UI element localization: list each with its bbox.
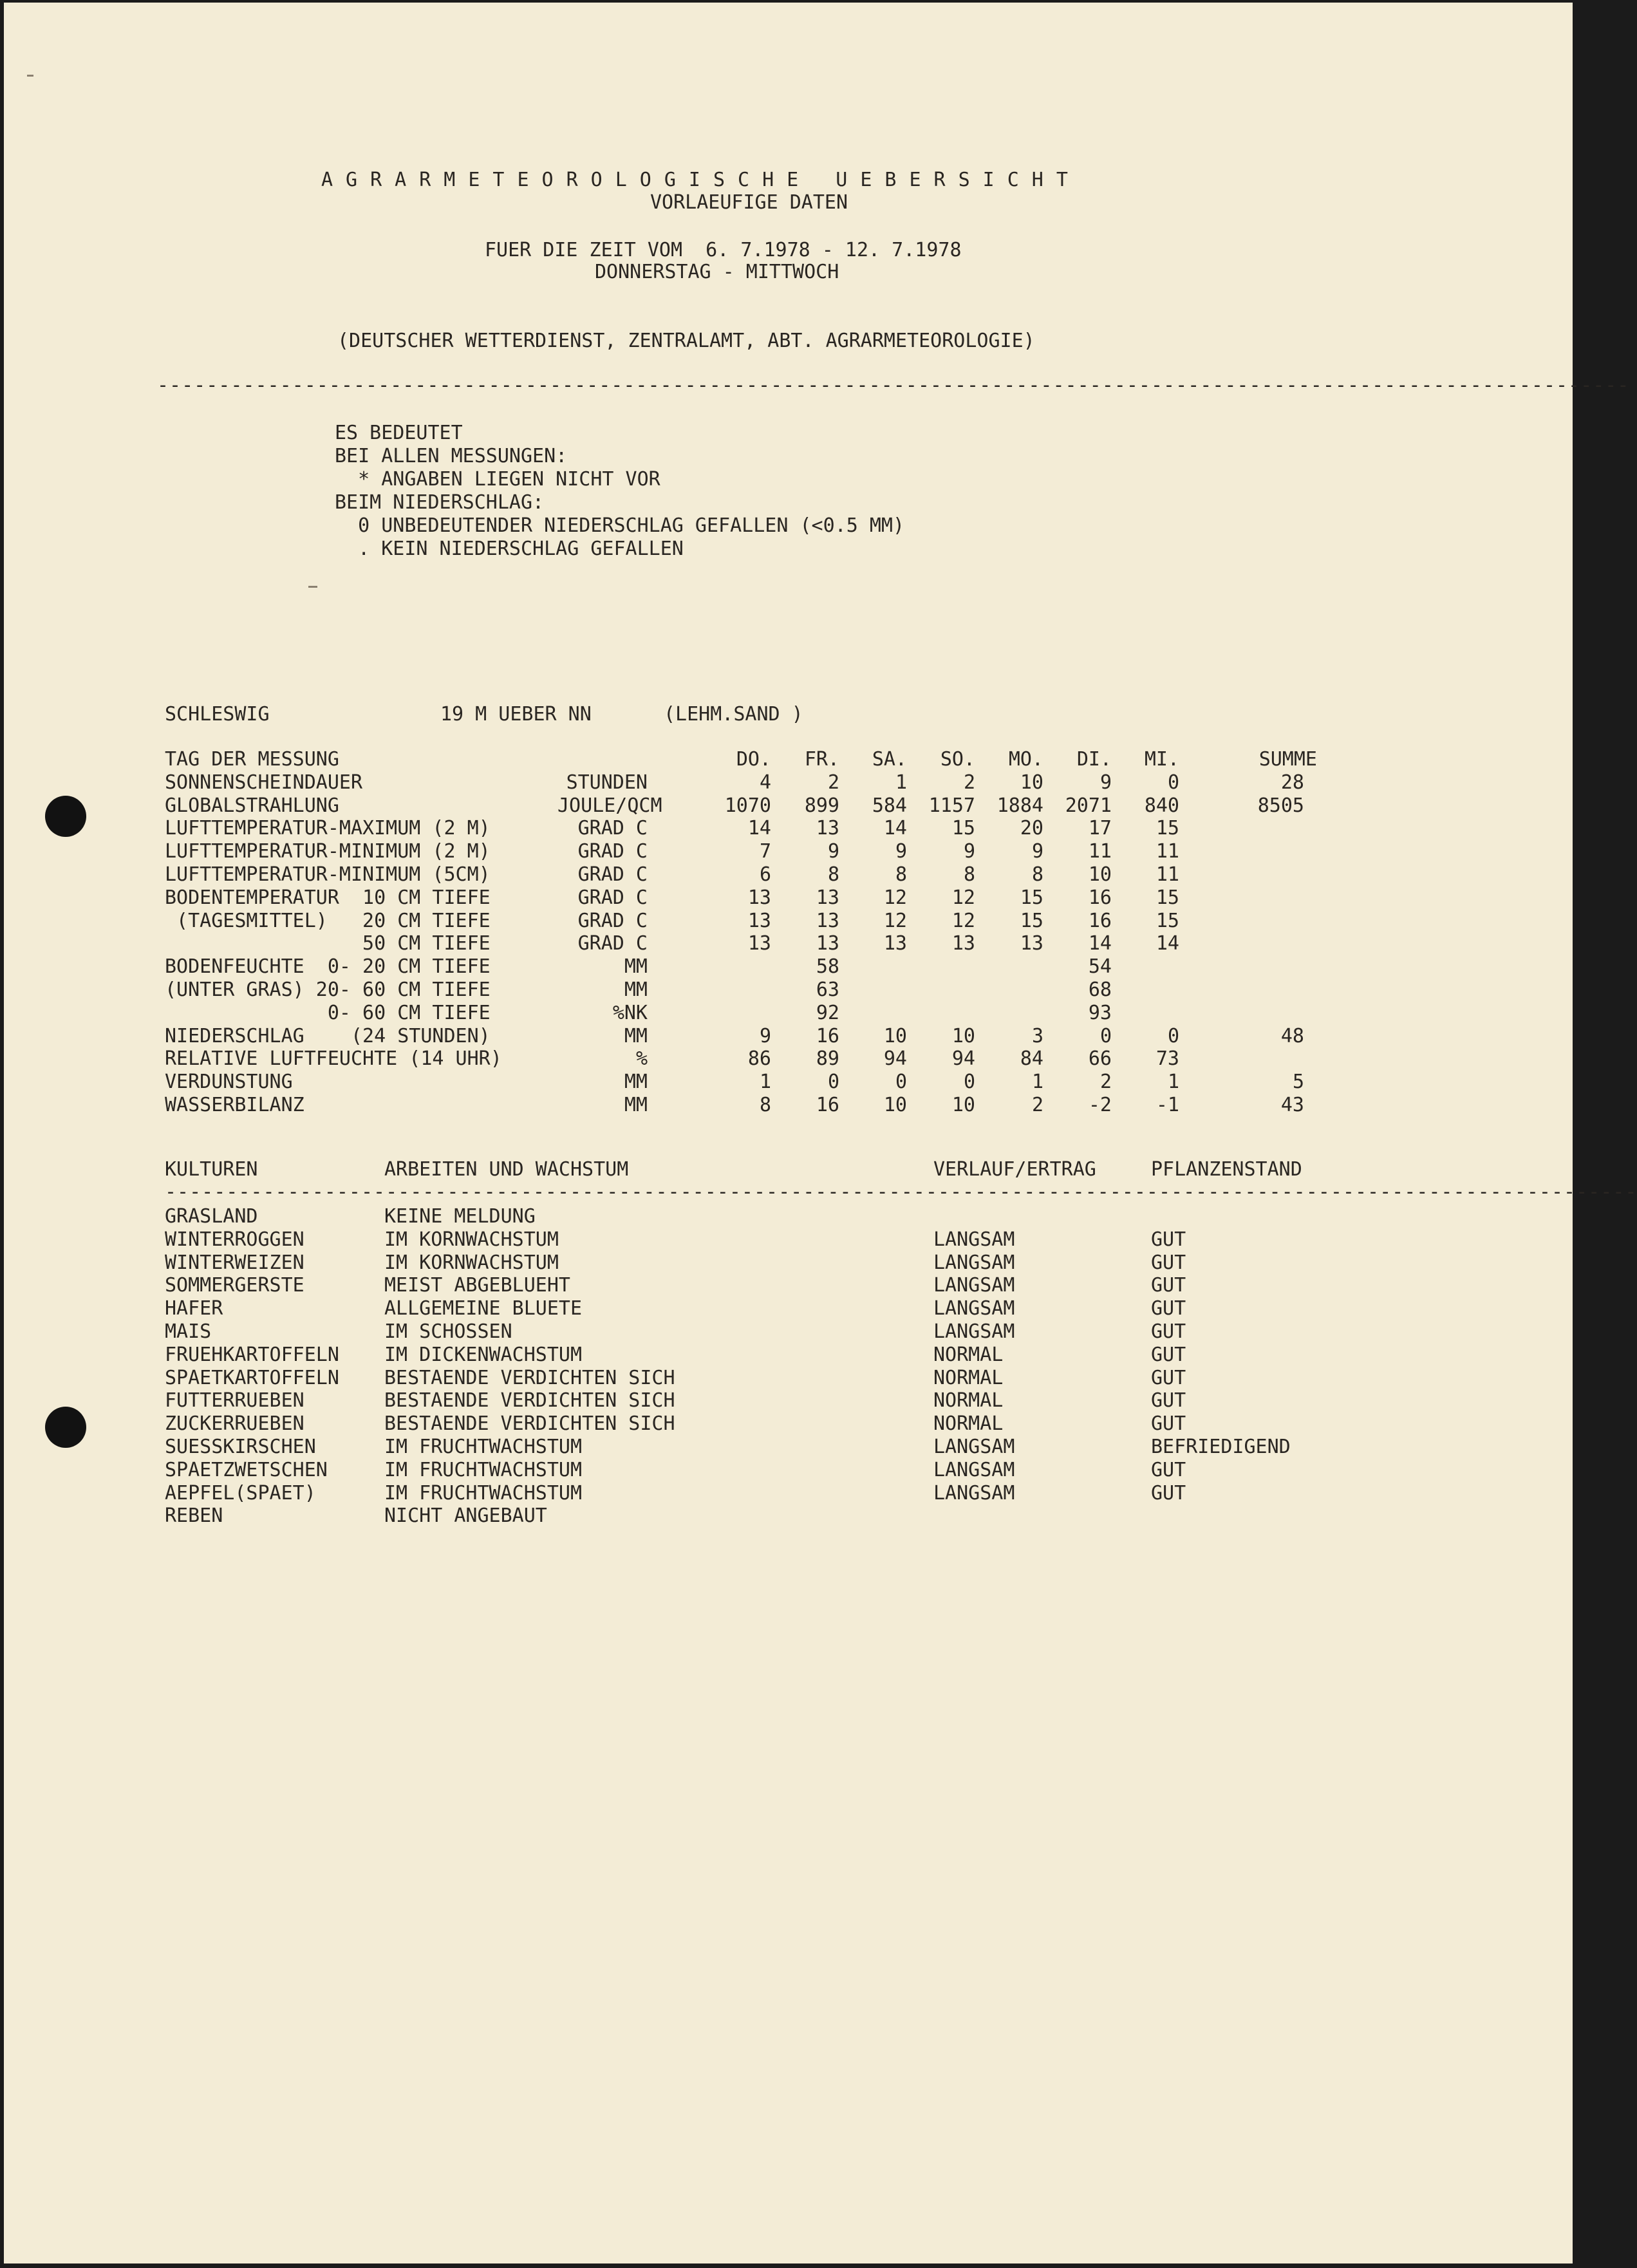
separator-crops: ------------------------------------------------------------------------------------------------------------------------ xyxy=(165,1181,1637,1203)
crop-name: WINTERROGGEN xyxy=(165,1228,304,1251)
crop-work: MEIST ABGEBLUEHT xyxy=(384,1274,570,1297)
crop-state: GUT xyxy=(1151,1389,1186,1412)
crop-state: GUT xyxy=(1151,1481,1186,1504)
value-cell: 13 xyxy=(816,909,839,932)
crop-name: GRASLAND xyxy=(165,1205,258,1228)
crop-work: IM SCHOSSEN xyxy=(384,1320,512,1343)
value-cell: 54 xyxy=(1088,955,1112,979)
crop-work: IM FRUCHTWACHSTUM xyxy=(384,1436,583,1458)
value-cell: 1070 xyxy=(724,794,771,817)
value-cell: 9 xyxy=(963,840,975,863)
crop-state: GUT xyxy=(1151,1320,1186,1343)
crop-name: SOMMERGERSTE xyxy=(165,1274,304,1297)
value-cell: 14 xyxy=(747,817,771,840)
value-cell: 10 xyxy=(1020,771,1043,794)
row-unit: GRAD C xyxy=(577,932,648,955)
station-elevation: 19 M UEBER NN xyxy=(440,703,592,726)
day-header: DO. xyxy=(736,748,771,771)
row-label: (UNTER GRAS) 20- 60 CM TIEFE xyxy=(165,979,491,1001)
value-cell: 89 xyxy=(816,1047,839,1071)
row-unit: GRAD C xyxy=(577,840,648,863)
value-cell: 8 xyxy=(1031,863,1043,886)
row-label: LUFTTEMPERATUR-MINIMUM (2 M) xyxy=(165,840,491,863)
crop-name: SPAETZWETSCHEN xyxy=(165,1458,328,1481)
row-unit: % xyxy=(635,1047,648,1071)
crop-course: NORMAL xyxy=(933,1389,1004,1412)
sum-header: SUMME xyxy=(1258,748,1317,771)
sum-cell: 28 xyxy=(1280,771,1304,794)
value-cell: 13 xyxy=(883,932,907,955)
value-cell: 14 xyxy=(1088,932,1112,955)
value-cell: 92 xyxy=(816,1001,839,1024)
value-cell: 13 xyxy=(747,886,771,909)
crop-course: LANGSAM xyxy=(933,1274,1015,1297)
table-header-label: TAG DER MESSUNG xyxy=(165,748,339,771)
row-unit: %NK xyxy=(612,1001,648,1024)
value-cell: 13 xyxy=(1020,932,1043,955)
crop-name: MAIS xyxy=(165,1320,212,1343)
value-cell: 1 xyxy=(895,771,907,794)
header-course: VERLAUF/ERTRAG xyxy=(933,1158,1096,1181)
station-name: SCHLESWIG xyxy=(165,703,270,726)
row-label: LUFTTEMPERATUR-MINIMUM (5CM) xyxy=(165,863,491,886)
crop-work: IM FRUCHTWACHSTUM xyxy=(384,1458,583,1481)
crop-state: GUT xyxy=(1151,1458,1186,1481)
crop-course: LANGSAM xyxy=(933,1481,1015,1504)
value-cell: 12 xyxy=(951,886,975,909)
value-cell: 2 xyxy=(963,771,975,794)
value-cell: 15 xyxy=(1020,886,1043,909)
value-cell: 16 xyxy=(1088,909,1112,932)
row-label: GLOBALSTRAHLUNG xyxy=(165,794,339,817)
value-cell: 584 xyxy=(872,794,907,817)
row-unit: STUNDEN xyxy=(566,771,648,794)
crop-work: ALLGEMEINE BLUETE xyxy=(384,1297,583,1320)
value-cell: 14 xyxy=(883,817,907,840)
row-unit: GRAD C xyxy=(577,886,648,909)
value-cell: 0 xyxy=(1167,771,1179,794)
row-unit: JOULE/QCM xyxy=(557,794,662,817)
value-cell: 4 xyxy=(759,771,771,794)
row-label: BODENTEMPERATUR 10 CM TIEFE xyxy=(165,886,491,909)
header-work: ARBEITEN UND WACHSTUM xyxy=(384,1158,629,1181)
report-title: AGRARMETEOROLOGISCHE UEBERSICHT xyxy=(321,169,1081,191)
row-unit: MM xyxy=(624,1024,648,1047)
value-cell: 840 xyxy=(1144,794,1179,817)
row-unit: MM xyxy=(624,955,648,979)
crop-state: GUT xyxy=(1151,1228,1186,1251)
value-cell: 2 xyxy=(1099,1071,1112,1094)
value-cell: 0 xyxy=(827,1071,839,1094)
document-page xyxy=(4,3,1637,2263)
row-label: BODENFEUCHTE 0- 20 CM TIEFE xyxy=(165,955,491,979)
value-cell: 1157 xyxy=(928,794,975,817)
value-cell: 16 xyxy=(1088,886,1112,909)
crop-work: BESTAENDE VERDICHTEN SICH xyxy=(384,1389,675,1412)
row-label: 0- 60 CM TIEFE xyxy=(165,1001,491,1024)
value-cell: 9 xyxy=(827,840,839,863)
sum-cell: 48 xyxy=(1280,1024,1304,1047)
day-header: SA. xyxy=(872,748,907,771)
separator-top: ------------------------------------------------------------------------------------------------------------------------ xyxy=(157,374,1630,397)
value-cell: 6 xyxy=(759,863,771,886)
crop-state: GUT xyxy=(1151,1343,1186,1366)
row-unit: MM xyxy=(624,1071,648,1094)
value-cell: 94 xyxy=(883,1047,907,1071)
value-cell: 9 xyxy=(895,840,907,863)
report-subtitle: VORLAEUFIGE DATEN xyxy=(650,191,848,214)
report-days: DONNERSTAG - MITTWOCH xyxy=(595,261,839,283)
row-unit: MM xyxy=(624,979,648,1001)
punch-hole-top xyxy=(45,796,86,837)
crop-course: NORMAL xyxy=(933,1412,1004,1436)
value-cell: 8 xyxy=(963,863,975,886)
crop-course: LANGSAM xyxy=(933,1251,1015,1274)
crop-course: LANGSAM xyxy=(933,1228,1015,1251)
value-cell: 17 xyxy=(1088,817,1112,840)
value-cell: 63 xyxy=(816,979,839,1001)
row-label: VERDUNSTUNG xyxy=(165,1071,293,1094)
row-unit: GRAD C xyxy=(577,817,648,840)
crop-course: LANGSAM xyxy=(933,1320,1015,1343)
value-cell: 15 xyxy=(951,817,975,840)
crop-work: BESTAENDE VERDICHTEN SICH xyxy=(384,1366,675,1389)
value-cell: 15 xyxy=(1155,817,1179,840)
value-cell: 3 xyxy=(1031,1024,1043,1047)
report-source: (DEUTSCHER WETTERDIENST, ZENTRALAMT, ABT. AGRARMETEOROLOGIE) xyxy=(337,330,1035,352)
legend-line: 0 UNBEDEUTENDER NIEDERSCHLAG GEFALLEN (<0.5 MM) xyxy=(335,514,905,537)
value-cell: 13 xyxy=(747,909,771,932)
station-soil: (LEHM.SAND ) xyxy=(664,703,803,726)
row-label: RELATIVE LUFTFEUCHTE (14 UHR) xyxy=(165,1047,502,1071)
value-cell: 73 xyxy=(1155,1047,1179,1071)
value-cell: 15 xyxy=(1155,909,1179,932)
value-cell: 8 xyxy=(827,863,839,886)
value-cell: 20 xyxy=(1020,817,1043,840)
crop-state: BEFRIEDIGEND xyxy=(1151,1436,1291,1458)
value-cell: 0 xyxy=(1167,1024,1179,1047)
value-cell: 84 xyxy=(1020,1047,1043,1071)
crop-state: GUT xyxy=(1151,1297,1186,1320)
header-crops: KULTUREN xyxy=(165,1158,258,1181)
value-cell: -2 xyxy=(1088,1094,1112,1116)
day-header: MO. xyxy=(1008,748,1043,771)
value-cell: 9 xyxy=(1099,771,1112,794)
day-header: FR. xyxy=(804,748,839,771)
day-header: MI. xyxy=(1144,748,1179,771)
value-cell: 94 xyxy=(951,1047,975,1071)
crop-name: ZUCKERRUEBEN xyxy=(165,1412,304,1436)
crop-state: GUT xyxy=(1151,1366,1186,1389)
value-cell: 899 xyxy=(804,794,839,817)
crop-name: SPAETKARTOFFELN xyxy=(165,1366,339,1389)
value-cell: 16 xyxy=(816,1094,839,1116)
crop-name: FUTTERRUEBEN xyxy=(165,1389,304,1412)
value-cell: 10 xyxy=(883,1024,907,1047)
crop-work: IM FRUCHTWACHSTUM xyxy=(384,1481,583,1504)
row-label: WASSERBILANZ xyxy=(165,1094,304,1116)
value-cell: 1 xyxy=(1167,1071,1179,1094)
row-label: SONNENSCHEINDAUER xyxy=(165,771,363,794)
row-label: LUFTTEMPERATUR-MAXIMUM (2 M) xyxy=(165,817,491,840)
value-cell: -1 xyxy=(1155,1094,1179,1116)
scan-mark xyxy=(27,75,33,77)
value-cell: 11 xyxy=(1088,840,1112,863)
value-cell: 93 xyxy=(1088,1001,1112,1024)
value-cell: 10 xyxy=(951,1094,975,1116)
legend-line: ES BEDEUTET xyxy=(335,422,463,444)
value-cell: 86 xyxy=(747,1047,771,1071)
crop-work: NICHT ANGEBAUT xyxy=(384,1504,547,1528)
scan-mark xyxy=(308,586,317,588)
crop-state: GUT xyxy=(1151,1412,1186,1436)
crop-course: LANGSAM xyxy=(933,1436,1015,1458)
value-cell: 15 xyxy=(1020,909,1043,932)
value-cell: 7 xyxy=(759,840,771,863)
crop-name: AEPFEL(SPAET) xyxy=(165,1481,316,1504)
value-cell: 12 xyxy=(951,909,975,932)
value-cell: 68 xyxy=(1088,979,1112,1001)
value-cell: 14 xyxy=(1155,932,1179,955)
sum-cell: 43 xyxy=(1280,1094,1304,1116)
value-cell: 12 xyxy=(883,886,907,909)
value-cell: 0 xyxy=(963,1071,975,1094)
report-period: FUER DIE ZEIT VOM 6. 7.1978 - 12. 7.1978 xyxy=(485,239,962,261)
value-cell: 15 xyxy=(1155,886,1179,909)
crop-work: IM KORNWACHSTUM xyxy=(384,1251,559,1274)
value-cell: 10 xyxy=(883,1094,907,1116)
crop-name: FRUEHKARTOFFELN xyxy=(165,1343,339,1366)
value-cell: 9 xyxy=(1031,840,1043,863)
legend-line: BEIM NIEDERSCHLAG: xyxy=(335,491,545,514)
value-cell: 11 xyxy=(1155,840,1179,863)
header-state: PFLANZENSTAND xyxy=(1151,1158,1302,1181)
crop-name: HAFER xyxy=(165,1297,223,1320)
day-header: SO. xyxy=(940,748,975,771)
value-cell: 8 xyxy=(759,1094,771,1116)
row-unit: GRAD C xyxy=(577,909,648,932)
value-cell: 13 xyxy=(816,886,839,909)
day-header: DI. xyxy=(1076,748,1112,771)
crop-work: IM KORNWACHSTUM xyxy=(384,1228,559,1251)
crop-work: BESTAENDE VERDICHTEN SICH xyxy=(384,1412,675,1436)
crop-course: LANGSAM xyxy=(933,1297,1015,1320)
value-cell: 11 xyxy=(1155,863,1179,886)
legend-line: . KEIN NIEDERSCHLAG GEFALLEN xyxy=(335,538,684,560)
value-cell: 13 xyxy=(816,932,839,955)
value-cell: 13 xyxy=(816,817,839,840)
value-cell: 1884 xyxy=(996,794,1043,817)
value-cell: 1 xyxy=(1031,1071,1043,1094)
row-label: NIEDERSCHLAG (24 STUNDEN) xyxy=(165,1024,491,1047)
row-unit: MM xyxy=(624,1094,648,1116)
value-cell: 12 xyxy=(883,909,907,932)
crop-name: SUESSKIRSCHEN xyxy=(165,1436,316,1458)
value-cell: 9 xyxy=(759,1024,771,1047)
crop-name: WINTERWEIZEN xyxy=(165,1251,304,1274)
legend-line: BEI ALLEN MESSUNGEN: xyxy=(335,445,568,467)
value-cell: 66 xyxy=(1088,1047,1112,1071)
value-cell: 0 xyxy=(1099,1024,1112,1047)
value-cell: 8 xyxy=(895,863,907,886)
value-cell: 2 xyxy=(1031,1094,1043,1116)
crop-course: NORMAL xyxy=(933,1343,1004,1366)
crop-course: LANGSAM xyxy=(933,1458,1015,1481)
value-cell: 2 xyxy=(827,771,839,794)
crop-state: GUT xyxy=(1151,1251,1186,1274)
legend-line: * ANGABEN LIEGEN NICHT VOR xyxy=(335,468,660,491)
value-cell: 10 xyxy=(1088,863,1112,886)
crop-work: KEINE MELDUNG xyxy=(384,1205,536,1228)
crop-state: GUT xyxy=(1151,1274,1186,1297)
row-label: 50 CM TIEFE xyxy=(165,932,491,955)
row-label: (TAGESMITTEL) 20 CM TIEFE xyxy=(165,909,491,932)
value-cell: 2071 xyxy=(1065,794,1112,817)
value-cell: 1 xyxy=(759,1071,771,1094)
crop-work: IM DICKENWACHSTUM xyxy=(384,1343,583,1366)
sum-cell: 5 xyxy=(1292,1071,1304,1094)
crop-course: NORMAL xyxy=(933,1366,1004,1389)
punch-hole-bottom xyxy=(45,1407,86,1448)
value-cell: 16 xyxy=(816,1024,839,1047)
crop-name: REBEN xyxy=(165,1504,223,1528)
value-cell: 58 xyxy=(816,955,839,979)
sum-cell: 8505 xyxy=(1257,794,1304,817)
value-cell: 0 xyxy=(895,1071,907,1094)
row-unit: GRAD C xyxy=(577,863,648,886)
value-cell: 13 xyxy=(747,932,771,955)
value-cell: 13 xyxy=(951,932,975,955)
value-cell: 10 xyxy=(951,1024,975,1047)
